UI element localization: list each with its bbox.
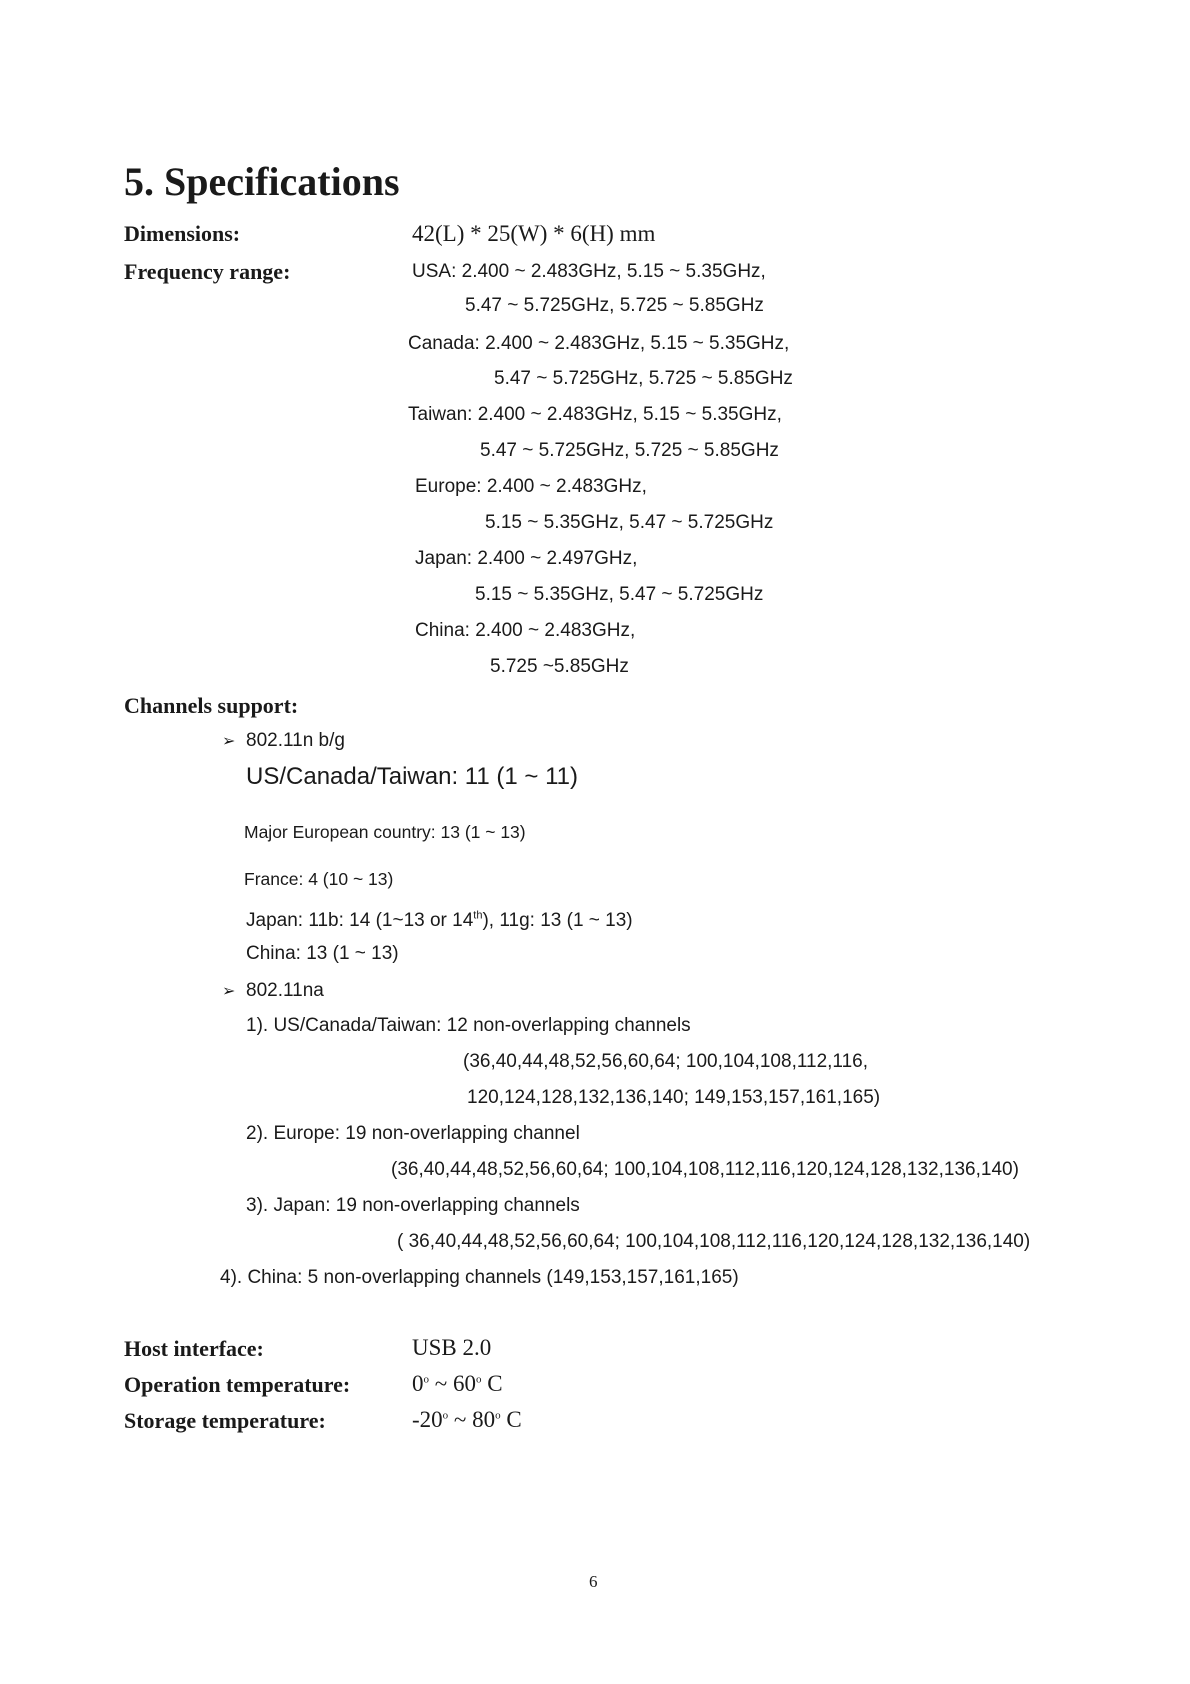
host-value: USB 2.0 <box>412 1335 492 1360</box>
na-item-1: 1). US/Canada/Taiwan: 12 non-overlapping channels <box>246 1015 691 1036</box>
arrow-bullet-icon: ➢ <box>222 733 236 750</box>
operation-temp-value <box>412 1371 503 1397</box>
na-heading: 802.11na <box>246 980 324 1001</box>
frequency-line: 5.725 ~5.85GHz <box>490 656 629 677</box>
frequency-line: Taiwan: 2.400 ~ 2.483GHz, 5.15 ~ 5.35GHz, <box>408 404 782 425</box>
frequency-line: USA: 2.400 ~ 2.483GHz, 5.15 ~ 5.35GHz, <box>412 261 766 282</box>
frequency-line: 5.15 ~ 5.35GHz, 5.47 ~ 5.725GHz <box>475 584 764 605</box>
dimensions-label: Dimensions: <box>124 221 241 246</box>
channels-label: Channels support: <box>124 693 299 718</box>
operation-temp-label: Operation temperature: <box>124 1372 351 1397</box>
operation-temp-low: 0 <box>412 1371 424 1396</box>
bullet-80211n-bg <box>222 730 345 752</box>
operation-temp-high: ~ 60 <box>429 1371 476 1396</box>
storage-temp-label: Storage temperature: <box>124 1408 326 1433</box>
na-item-2-list: (36,40,44,48,52,56,60,64; 100,104,108,112,116,120,124,128,132,136,140) <box>391 1159 1019 1180</box>
na-item-1-list: (36,40,44,48,52,56,60,64; 100,104,108,112,116, <box>463 1051 868 1072</box>
page-number: 6 <box>589 1572 598 1591</box>
temp-unit: C <box>500 1407 522 1432</box>
degree-sign: o <box>423 1373 429 1386</box>
temp-unit: C <box>481 1371 503 1396</box>
frequency-label: Frequency range: <box>124 259 291 284</box>
frequency-line: Europe: 2.400 ~ 2.483GHz, <box>415 476 647 497</box>
page-title: 5. Specifications <box>124 159 400 204</box>
arrow-bullet-icon: ➢ <box>222 983 236 1000</box>
frequency-line: Canada: 2.400 ~ 2.483GHz, 5.15 ~ 5.35GHz, <box>408 333 790 354</box>
frequency-line: 5.47 ~ 5.725GHz, 5.725 ~ 5.85GHz <box>480 440 779 461</box>
na-item-3-list: ( 36,40,44,48,52,56,60,64; 100,104,108,112,116,120,124,128,132,136,140) <box>397 1231 1031 1252</box>
na-item-3: 3). Japan: 19 non-overlapping channels <box>246 1195 580 1216</box>
bg-europe-channels: Major European country: 13 (1 ~ 13) <box>244 822 526 842</box>
bg-france-channels: France: 4 (10 ~ 13) <box>244 869 394 889</box>
bg-us-channels: US/Canada/Taiwan: 11 (1 ~ 11) <box>246 763 578 790</box>
bg-japan-text: Japan: 11b: 14 (1~13 or 14 <box>246 910 474 931</box>
bullet-80211na <box>222 980 324 1002</box>
degree-sign: o <box>442 1409 449 1422</box>
bg-china-channels: China: 13 (1 ~ 13) <box>246 943 399 964</box>
bg-japan-sup: th <box>473 909 483 922</box>
dimensions-value: 42(L) * 25(W) * 6(H) mm <box>412 221 656 246</box>
bg-heading: 802.11n b/g <box>246 730 345 751</box>
storage-temp-high: ~ 80 <box>448 1407 496 1432</box>
na-item-2: 2). Europe: 19 non-overlapping channel <box>246 1123 580 1144</box>
bg-japan-channels <box>246 910 633 932</box>
na-item-1-list: 120,124,128,132,136,140; 149,153,157,161,165) <box>467 1087 881 1108</box>
frequency-line: Japan: 2.400 ~ 2.497GHz, <box>415 548 638 569</box>
degree-sign: o <box>495 1409 501 1422</box>
storage-temp-value <box>412 1407 522 1433</box>
bg-japan-text-end: ), 11g: 13 (1 ~ 13) <box>482 910 633 931</box>
host-label: Host interface: <box>124 1336 264 1361</box>
na-item-4: 4). China: 5 non-overlapping channels (149,153,157,161,165) <box>220 1267 739 1288</box>
frequency-line: 5.47 ~ 5.725GHz, 5.725 ~ 5.85GHz <box>494 368 793 389</box>
storage-temp-low: -20 <box>412 1407 443 1432</box>
degree-sign: o <box>475 1373 482 1386</box>
frequency-line: China: 2.400 ~ 2.483GHz, <box>415 620 636 641</box>
frequency-line: 5.47 ~ 5.725GHz, 5.725 ~ 5.85GHz <box>465 295 764 316</box>
frequency-line: 5.15 ~ 5.35GHz, 5.47 ~ 5.725GHz <box>485 512 774 533</box>
